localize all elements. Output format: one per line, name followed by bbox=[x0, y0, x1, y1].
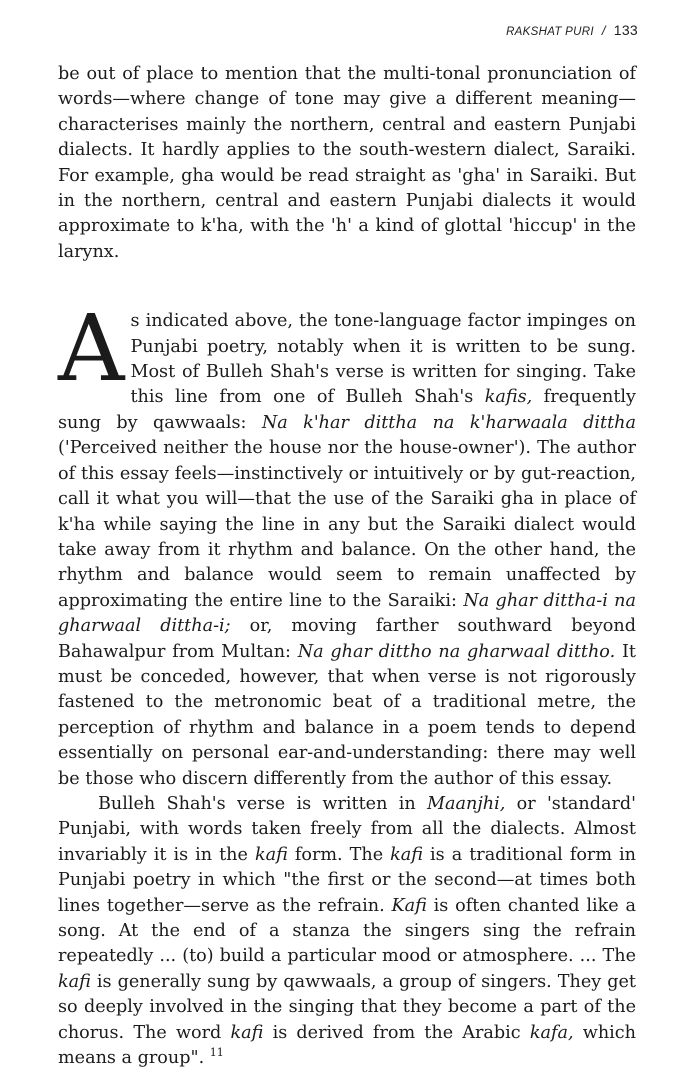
p3-text-8: which means a group". bbox=[58, 1022, 636, 1069]
header-separator: / bbox=[601, 23, 606, 38]
drop-cap: A bbox=[58, 295, 125, 403]
page-number: 133 bbox=[613, 22, 638, 38]
p3-italic-2: kafi bbox=[254, 844, 288, 865]
p2-italic-1: kafis, bbox=[484, 387, 533, 408]
paragraph-3 bbox=[58, 792, 636, 1071]
running-header bbox=[506, 22, 638, 38]
p3-text-2: or 'standard' Punjabi, with words taken freely from all the dialects. Almost invariably it is in the bbox=[58, 793, 636, 865]
p3-italic-4: Kafi bbox=[391, 895, 427, 916]
body-text bbox=[58, 62, 636, 1071]
p3-italic-6: kafi bbox=[230, 1022, 264, 1043]
p2-text-4: or, moving farther southward beyond Bahawalpur from Multan: bbox=[58, 616, 636, 662]
footnote-marker: 11 bbox=[209, 1046, 224, 1060]
p2-italic-2: Na k'har dittha na k'harwaala dittha bbox=[261, 412, 636, 433]
running-title: RAKSHAT PURI bbox=[506, 26, 594, 38]
p2-text-5: It must be conceded, however, that when verse is not rigorously fastened to the metronomic beat of a traditional metre, the perception of rhythm and balance in a poem tends to depend essentially on personal ear-and-understanding: there may well be those who discern differently from the author of this essay. bbox=[58, 641, 636, 789]
p3-text-3: form. The bbox=[287, 844, 391, 865]
p2-italic-3: Na ghar dittha-i na gharwaal dittha-i; bbox=[58, 590, 636, 637]
p2-text-2: frequently sung by qawwaals: bbox=[58, 387, 636, 433]
p3-text-1: Bulleh Shah's verse is written in bbox=[98, 793, 427, 814]
p3-italic-1: Maanjhi, bbox=[427, 793, 506, 814]
p3-italic-7: kafa, bbox=[529, 1022, 574, 1043]
paragraph-1-text: be out of place to mention that the multi-tonal pronunciation of words—where change of tone may give a different meaning—characterises mainly the northern, central and eastern Punjabi dialects. It hardly applies to the south-western dialect, Saraiki. For example, gha would be read straight as 'gha' in Saraiki. But in the northern, central and eastern Punjabi dialects it would approximate to k'ha, with the 'h' a kind of glottal 'hiccup' in the larynx. bbox=[58, 64, 636, 262]
p3-text-5: is often chanted like a song. At the end of a stanza the singers sing the refrain repeatedly ... (to) build a particular mood or atmosphere. ... The bbox=[58, 895, 636, 967]
p3-text-4: is a traditional form in Punjabi poetry in which "the first or the second—at times both lines together—serve as the refrain. bbox=[58, 844, 636, 916]
p2-text-1: s indicated above, the tone-language factor impinges on Punjabi poetry, notably when it is written to be sung. Most of Bulleh Shah's verse is written for singing. Take this line from one of Bulleh Shah's bbox=[130, 311, 636, 408]
paragraph-2 bbox=[58, 295, 636, 792]
p2-text-3: ('Perceived neither the house nor the house-owner'). The author of this essay feels—instinctively or intuitively or by gut-reaction, call it what you will—that the use of the Saraiki gha in place of k'ha while saying the line in any but the Saraiki dialect would take away from it rhythm and balance. On the other hand, the rhythm and balance would seem to remain unaffected by approximating the entire line to the Saraiki: bbox=[58, 438, 636, 611]
p2-italic-4: Na ghar dittho na gharwaal dittho. bbox=[297, 641, 616, 662]
p3-text-7: is derived from the Arabic bbox=[263, 1022, 530, 1043]
p3-italic-5: kafi bbox=[58, 971, 91, 992]
paragraph-1 bbox=[58, 62, 636, 265]
p3-text-6: is generally sung by qawwaals, a group of singers. They get so deeply involved in the singing that they become a part of the chorus. The word bbox=[58, 971, 636, 1043]
p3-italic-3: kafi bbox=[390, 844, 424, 865]
